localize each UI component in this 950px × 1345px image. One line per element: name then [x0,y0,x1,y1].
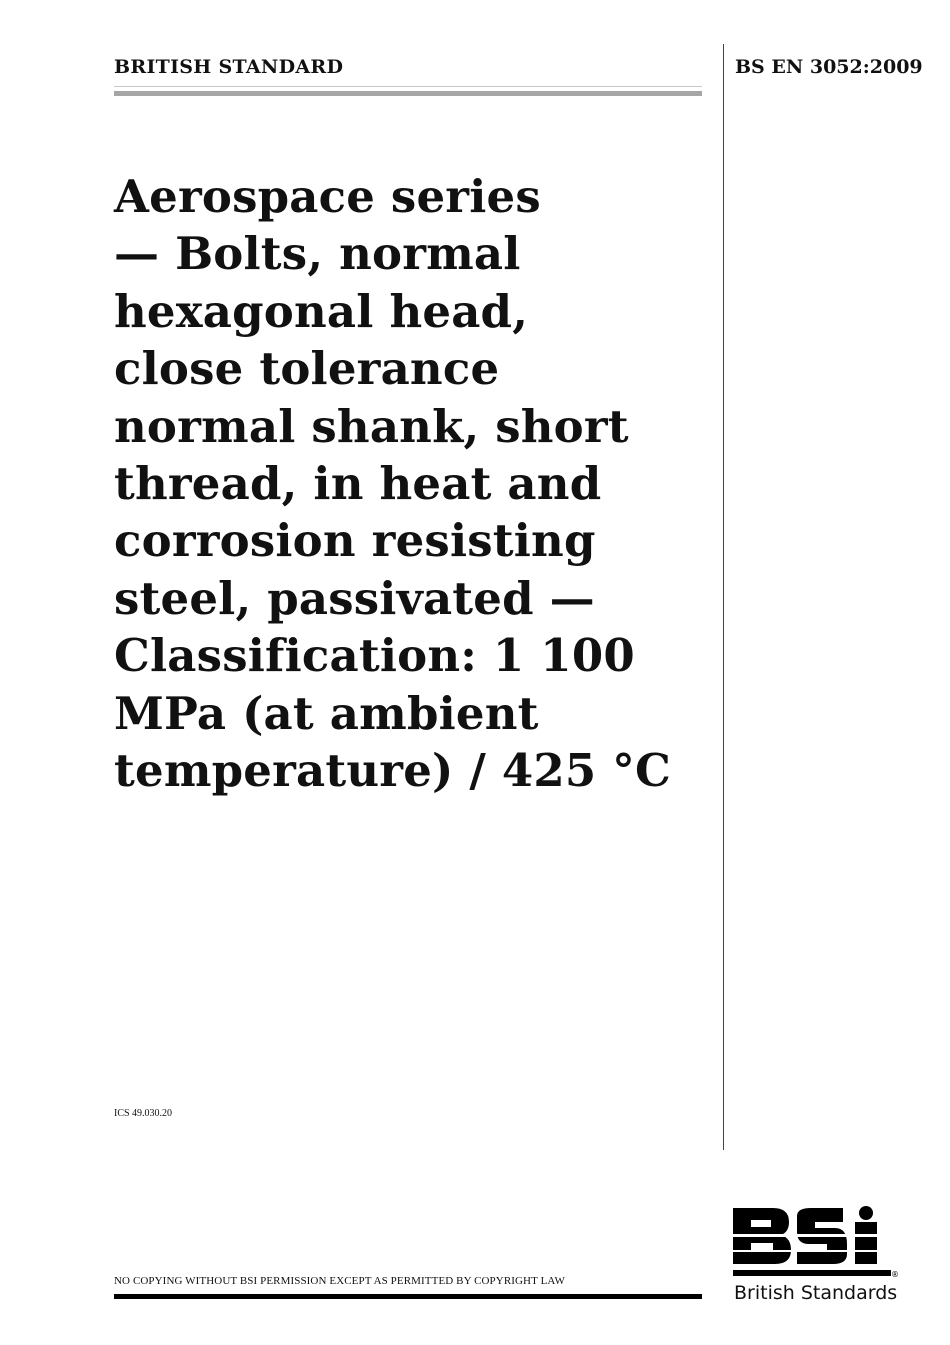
title-line: close tolerance [114,342,500,396]
title-line: steel, passivated — [114,571,595,625]
title-line: MPa (at ambient [114,686,539,740]
header-thick-rule [114,91,702,96]
title-line: corrosion resisting [114,514,596,568]
footer-rule [114,1294,702,1299]
logo-caption: British Standards [734,1282,898,1304]
title-line: Aerospace series [114,170,541,223]
title-line: Classification: 1 100 [114,629,635,683]
standard-number: BS EN 3052:2009 [735,56,923,78]
title-line: temperature) / 425 °C [114,744,672,798]
registered-mark: ® [891,1270,899,1279]
title-line: hexagonal head, [114,284,529,338]
document-title [114,168,674,799]
title-line: normal shank, short [114,399,629,453]
copyright-notice: NO COPYING WITHOUT BSI PERMISSION EXCEPT AS PERMITTED BY COPYRIGHT LAW [114,1275,566,1287]
header-thin-rule [114,86,702,87]
title-line: — Bolts, normal [114,227,521,281]
vertical-divider [723,44,724,1150]
title-line: thread, in heat and [114,457,602,511]
header-left-label: BRITISH STANDARD [114,56,344,78]
ics-code: ICS 49.030.20 [114,1108,173,1119]
logo-underline [733,1270,891,1276]
